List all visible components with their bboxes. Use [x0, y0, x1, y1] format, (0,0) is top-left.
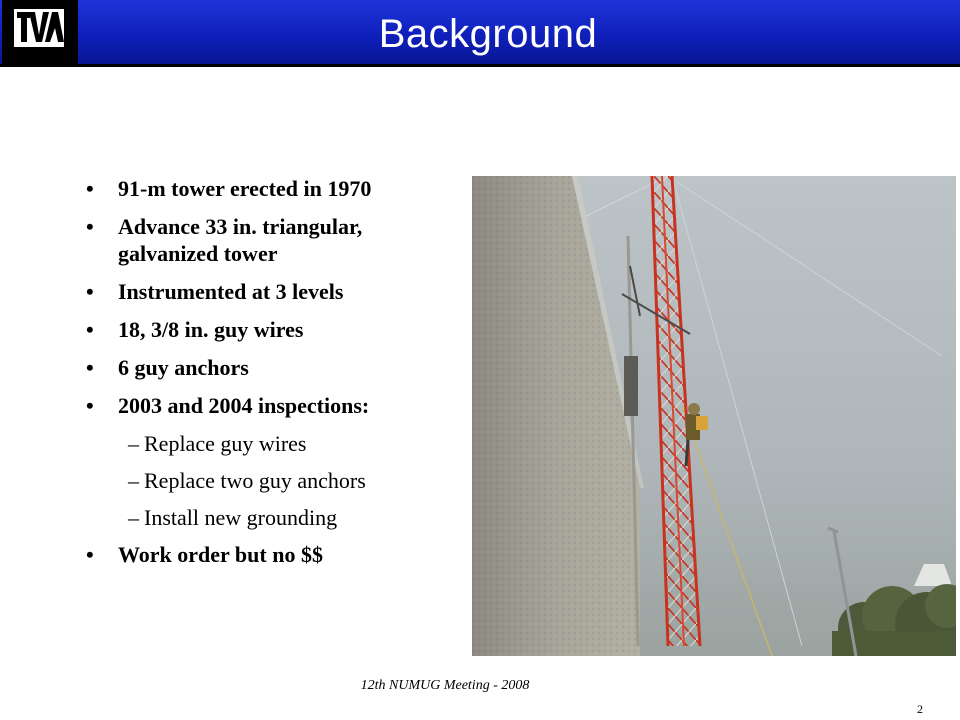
sub-bullet-item	[86, 430, 466, 457]
bullet-dot: •	[86, 355, 94, 380]
sub-bullet-dash: –	[128, 431, 139, 456]
bullet-item	[86, 354, 466, 381]
bullet-text: Work order but no $$	[118, 542, 323, 567]
sub-bullet-text: Install new grounding	[144, 505, 338, 530]
bullet-item	[86, 541, 466, 568]
slide-title: Background	[378, 12, 598, 56]
sub-bullet-item	[86, 467, 466, 494]
page-number: 2	[917, 702, 923, 716]
bullet-dot: •	[86, 176, 94, 201]
bullet-item	[86, 213, 466, 267]
bullet-item	[86, 175, 466, 202]
bullet-text: Advance 33 in. triangular, galvanized tower	[118, 214, 363, 266]
bullet-dot: •	[86, 214, 94, 239]
footer-meeting: 12th NUMUG Meeting - 2008	[360, 678, 530, 693]
sub-bullet-dash: –	[128, 505, 139, 530]
bullet-item	[86, 392, 466, 419]
bullet-dot: •	[86, 279, 94, 304]
bullet-text: 91-m tower erected in 1970	[118, 176, 372, 201]
bullet-text: Instrumented at 3 levels	[118, 279, 344, 304]
bullet-dot: •	[86, 542, 94, 567]
bullet-list	[86, 175, 466, 579]
bullet-item	[86, 278, 466, 305]
bullet-item	[86, 316, 466, 343]
sub-bullet-item	[86, 504, 466, 531]
instrument-box	[624, 356, 638, 416]
bullet-dot: •	[86, 393, 94, 418]
tower-photo	[472, 176, 956, 656]
sub-bullet-dash: –	[128, 468, 139, 493]
bullet-dot: •	[86, 317, 94, 342]
bullet-text: 6 guy anchors	[118, 355, 249, 380]
title-bar	[0, 0, 960, 67]
sub-bullet-text: Replace two guy anchors	[144, 468, 366, 493]
bullet-text: 2003 and 2004 inspections:	[118, 393, 370, 418]
bullet-text: 18, 3/8 in. guy wires	[118, 317, 304, 342]
sub-bullet-text: Replace guy wires	[144, 431, 307, 456]
